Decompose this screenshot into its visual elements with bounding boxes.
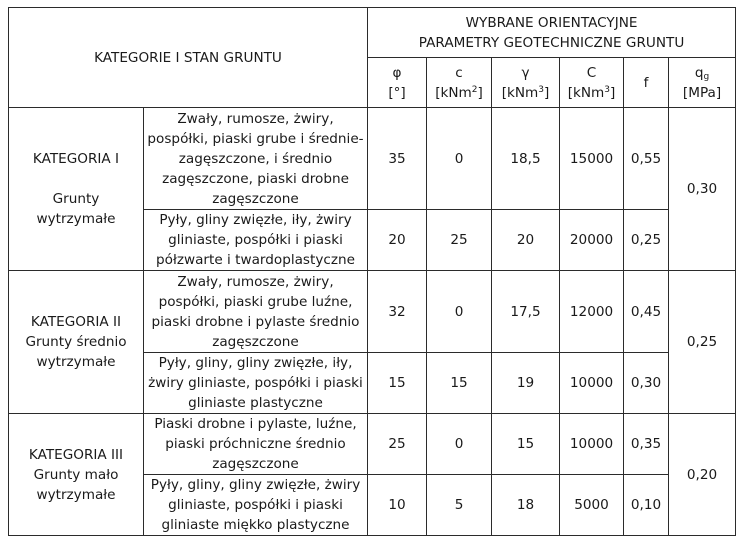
phi-value: 20 (368, 210, 427, 271)
param-symbol: $q_g$ (694, 64, 710, 82)
category-name: KATEGORIA III (28, 446, 124, 463)
category-cell (9, 271, 144, 414)
gamma-value: 19 (492, 353, 560, 414)
param-header-C (560, 58, 624, 108)
param-unit: [°] (388, 84, 406, 101)
qg-value: 0,25 (669, 271, 736, 414)
c-value: 0 (427, 271, 492, 353)
category-state: Grunty mało wytrzymałe (33, 466, 119, 503)
c-value: 0 (427, 108, 492, 210)
param-header-qg (669, 58, 736, 108)
C-value: 15000 (560, 108, 624, 210)
param-symbol: c (455, 64, 463, 81)
phi-value: 32 (368, 271, 427, 353)
soil-description: Pyły, gliny zwięzłe, iły, żwiry gliniaste, pospółki i piaski półzwarte i twardoplastyczne (144, 210, 368, 271)
soil-description: Pyły, gliny, gliny zwięzłe, żwiry gliniaste, pospółki i piaski gliniaste miękko plastyczne (144, 475, 368, 536)
gamma-value: 20 (492, 210, 560, 271)
category-state: Grunty wytrzymałe (36, 191, 116, 227)
category-name: KATEGORIA II (30, 314, 122, 330)
C-value: 10000 (560, 353, 624, 414)
phi-value: 15 (368, 353, 427, 414)
param-unit: [kNm$^3$] (501, 84, 550, 101)
category-state: Grunty średnio wytrzymałe (25, 334, 127, 370)
f-value: 0,45 (624, 271, 669, 353)
qg-value: 0,20 (669, 414, 736, 536)
table-title-cell (9, 8, 368, 108)
category-cell (9, 414, 144, 536)
category-cell (9, 108, 144, 271)
C-value: 10000 (560, 414, 624, 475)
f-value: 0,30 (624, 353, 669, 414)
c-value: 25 (427, 210, 492, 271)
param-header-phi (368, 58, 427, 108)
parameter-group-title-line1: WYBRANE ORIENTACYJNE (465, 14, 638, 31)
c-value: 15 (427, 353, 492, 414)
f-value: 0,35 (624, 414, 669, 475)
gamma-value: 15 (492, 414, 560, 475)
param-symbol: γ (521, 64, 530, 81)
param-symbol: C (586, 64, 597, 81)
param-header-f (624, 58, 669, 108)
parameter-group-title-line2: PARAMETRY GEOTECHNICZNE GRUNTU (418, 34, 685, 51)
soil-description: Zwały, rumosze, żwiry, pospółki, piaski grube i średnie-zagęszczone, i średnio zagęszczone, piaski drobne zagęszczone (144, 108, 368, 210)
soil-description: Zwały, rumosze, żwiry, pospółki, piaski grube luźne, piaski drobne i pylaste średnio zagęszczone (144, 271, 368, 353)
table-title: KATEGORIE I STAN GRUNTU (94, 49, 282, 66)
gamma-value: 18 (492, 475, 560, 536)
f-value: 0,10 (624, 475, 669, 536)
param-unit: [kNm$^2$] (435, 84, 483, 101)
phi-value: 10 (368, 475, 427, 536)
param-unit: [kNm$^3$] (567, 84, 616, 101)
phi-value: 35 (368, 108, 427, 210)
param-symbol: f (643, 74, 649, 91)
gamma-value: 17,5 (492, 271, 560, 353)
phi-value: 25 (368, 414, 427, 475)
param-unit: [MPa] (682, 84, 722, 101)
soil-description: Piaski drobne i pylaste, luźne, piaski próchniczne średnio zagęszczone (144, 414, 368, 475)
c-value: 5 (427, 475, 492, 536)
category-name: KATEGORIA I (32, 151, 120, 167)
C-value: 12000 (560, 271, 624, 353)
qg-value: 0,30 (669, 108, 736, 271)
param-symbol: φ (392, 64, 402, 81)
gamma-value: 18,5 (492, 108, 560, 210)
C-value: 20000 (560, 210, 624, 271)
geotechnical-parameters-table (8, 7, 736, 536)
parameter-group-header (368, 8, 736, 58)
param-header-gamma (492, 58, 560, 108)
f-value: 0,55 (624, 108, 669, 210)
f-value: 0,25 (624, 210, 669, 271)
C-value: 5000 (560, 475, 624, 536)
param-header-c (427, 58, 492, 108)
c-value: 0 (427, 414, 492, 475)
soil-description: Pyły, gliny, gliny zwięzłe, iły, żwiry gliniaste, pospółki i piaski gliniaste plastyczne (144, 353, 368, 414)
